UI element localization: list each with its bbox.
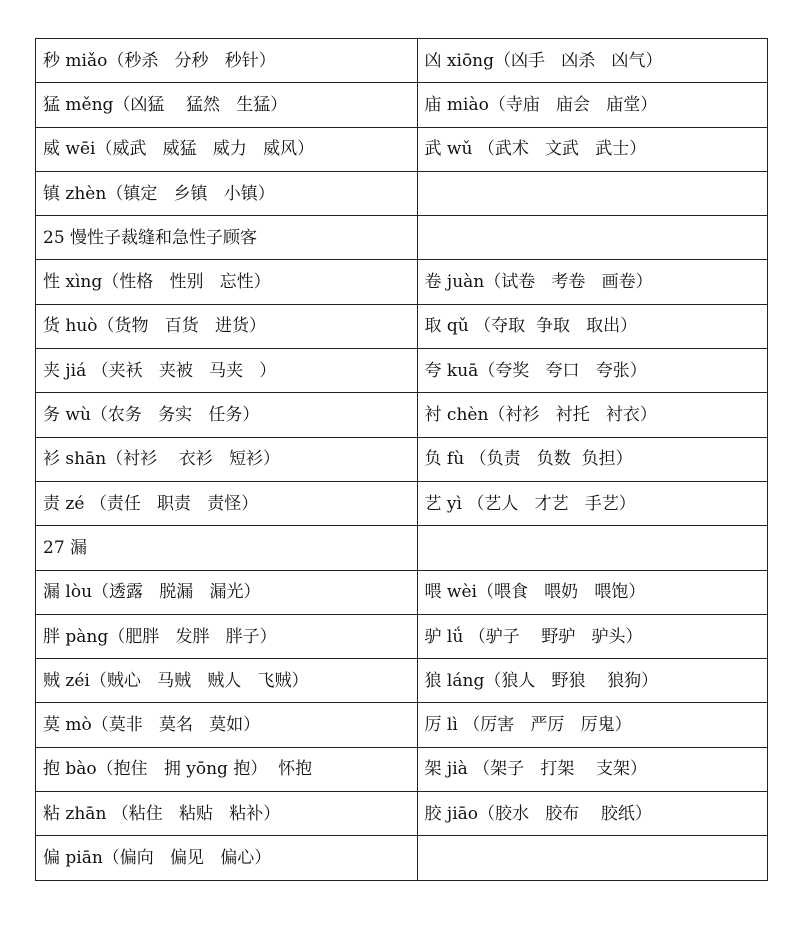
table-row [36,570,768,614]
table-cell-left: 贼 zéi（贼心 马贼 贼人 飞贼） [36,659,418,703]
table-cell-left: 镇 zhèn（镇定 乡镇 小镇） [36,171,418,215]
section-heading-lesson-25: 25 慢性子裁缝和急性子顾客 [36,216,418,260]
table-cell-right [417,526,767,570]
table-row [36,747,768,791]
table-cell-left: 偏 piān（偏向 偏见 偏心） [36,836,418,880]
table-cell-right: 负 fù （负责 负数 负担） [417,437,767,481]
table-row [36,614,768,658]
table-row [36,260,768,304]
table-cell-right [417,836,767,880]
table-row [36,437,768,481]
table-cell-left: 货 huò（货物 百货 进货） [36,304,418,348]
table-cell-left: 性 xìng（性格 性别 忘性） [36,260,418,304]
table-row-section-heading [36,526,768,570]
table-cell-left: 务 wù（农务 务实 任务） [36,393,418,437]
table-cell-left: 抱 bào（抱住 拥 yōng 抱） 怀抱 [36,747,418,791]
table-cell-right: 取 qǔ （夺取 争取 取出） [417,304,767,348]
table-row [36,836,768,880]
table-cell-right: 喂 wèi（喂食 喂奶 喂饱） [417,570,767,614]
table-row [36,659,768,703]
table-row [36,127,768,171]
vocabulary-table-body [36,39,768,881]
table-cell-right: 厉 lì （厉害 严厉 厉鬼） [417,703,767,747]
table-cell-right: 狼 láng（狼人 野狼 狼狗） [417,659,767,703]
table-row [36,481,768,525]
table-cell-right: 庙 miào（寺庙 庙会 庙堂） [417,83,767,127]
table-row [36,792,768,836]
table-cell-right: 衬 chèn（衬衫 衬托 衬衣） [417,393,767,437]
table-row [36,171,768,215]
table-row [36,304,768,348]
table-row [36,349,768,393]
table-cell-left: 衫 shān（衬衫 衣衫 短衫） [36,437,418,481]
table-row [36,39,768,83]
table-row [36,393,768,437]
table-row [36,83,768,127]
vocabulary-table [35,38,768,881]
table-cell-left: 粘 zhān （粘住 粘贴 粘补） [36,792,418,836]
table-cell-left: 夹 jiá （夹袄 夹被 马夹 ） [36,349,418,393]
table-cell-left: 猛 měng（凶猛 猛然 生猛） [36,83,418,127]
table-row [36,703,768,747]
table-cell-left: 威 wēi（威武 威猛 威力 威风） [36,127,418,171]
table-cell-left: 胖 pàng（肥胖 发胖 胖子） [36,614,418,658]
table-cell-right: 驴 lǘ （驴子 野驴 驴头） [417,614,767,658]
table-cell-right: 胶 jiāo（胶水 胶布 胶纸） [417,792,767,836]
table-cell-left: 莫 mò（莫非 莫名 莫如） [36,703,418,747]
table-cell-left: 责 zé （责任 职责 责怪） [36,481,418,525]
table-cell-right: 架 jià （架子 打架 支架） [417,747,767,791]
table-cell-right [417,171,767,215]
table-cell-left: 漏 lòu（透露 脱漏 漏光） [36,570,418,614]
table-cell-right: 武 wǔ （武术 文武 武士） [417,127,767,171]
table-cell-right: 艺 yì （艺人 才艺 手艺） [417,481,767,525]
table-row-section-heading [36,216,768,260]
section-heading-lesson-27: 27 漏 [36,526,418,570]
table-cell-right [417,216,767,260]
table-cell-right: 卷 juàn（试卷 考卷 画卷） [417,260,767,304]
table-cell-right: 夸 kuā（夸奖 夸口 夸张） [417,349,767,393]
table-cell-right: 凶 xiōng（凶手 凶杀 凶气） [417,39,767,83]
table-cell-left: 秒 miǎo（秒杀 分秒 秒针） [36,39,418,83]
